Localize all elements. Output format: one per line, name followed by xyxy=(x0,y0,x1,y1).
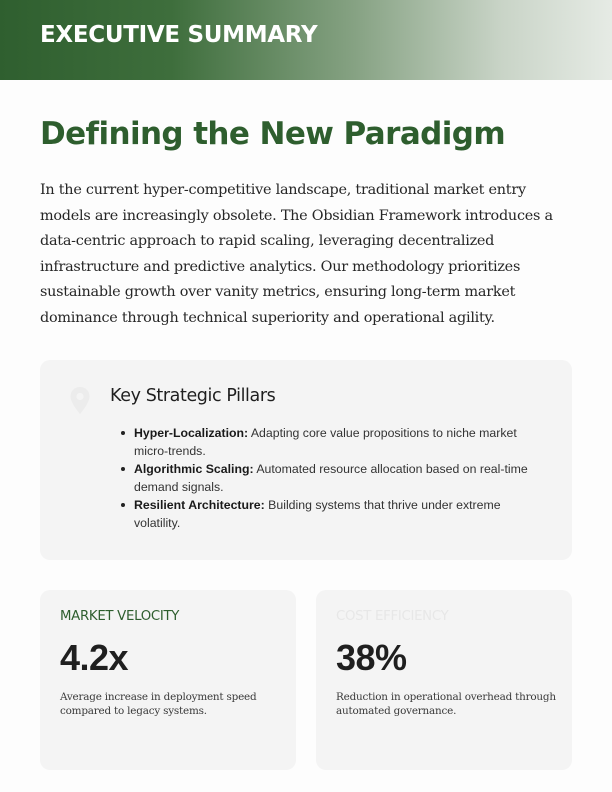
map-pin-icon xyxy=(69,386,91,416)
pillar-item xyxy=(134,424,546,460)
metric-card-cost-efficiency xyxy=(316,590,572,770)
pillar-text: Building systems that thrive under extreme volatility. xyxy=(134,498,501,530)
header-banner xyxy=(0,0,612,80)
metric-label: MARKET VELOCITY xyxy=(60,609,180,624)
metric-value: 38% xyxy=(336,637,407,678)
pillar-term: Hyper-Localization: xyxy=(134,426,249,440)
pillar-item xyxy=(134,460,546,496)
intro-paragraph: In the current hyper-competitive landscape, traditional market entry models are increasingly obsolete. The Obsidian Framework introduces a data-centric approach to rapid scaling, leveraging decentralized infrastructure and predictive analytics. Our methodology prioritizes sustainable growth over vanity metrics, ensuring long-term market dominance through technical superiority and operational agility. xyxy=(40,182,553,326)
metric-card-market-velocity xyxy=(40,590,296,770)
pillars-title: Key Strategic Pillars xyxy=(110,386,276,406)
pillar-text: Automated resource allocation based on real-time demand signals. xyxy=(134,462,528,494)
pillar-item xyxy=(134,496,546,532)
metric-label: COST EFFICIENCY xyxy=(336,609,449,624)
pillars-list xyxy=(134,424,546,532)
strategic-pillars-box xyxy=(40,360,572,560)
page-title: Defining the New Paradigm xyxy=(40,116,506,152)
metric-value: 4.2x xyxy=(60,637,129,678)
metric-description: Reduction in operational overhead through automated governance. xyxy=(336,691,556,717)
pillar-text: Adapting core value propositions to niche market micro-trends. xyxy=(134,426,517,458)
pillar-term: Resilient Architecture: xyxy=(134,498,265,512)
metric-description: Average increase in deployment speed compared to legacy systems. xyxy=(60,691,257,717)
header-title: EXECUTIVE SUMMARY xyxy=(40,22,318,48)
pillar-term: Algorithmic Scaling: xyxy=(134,462,254,476)
